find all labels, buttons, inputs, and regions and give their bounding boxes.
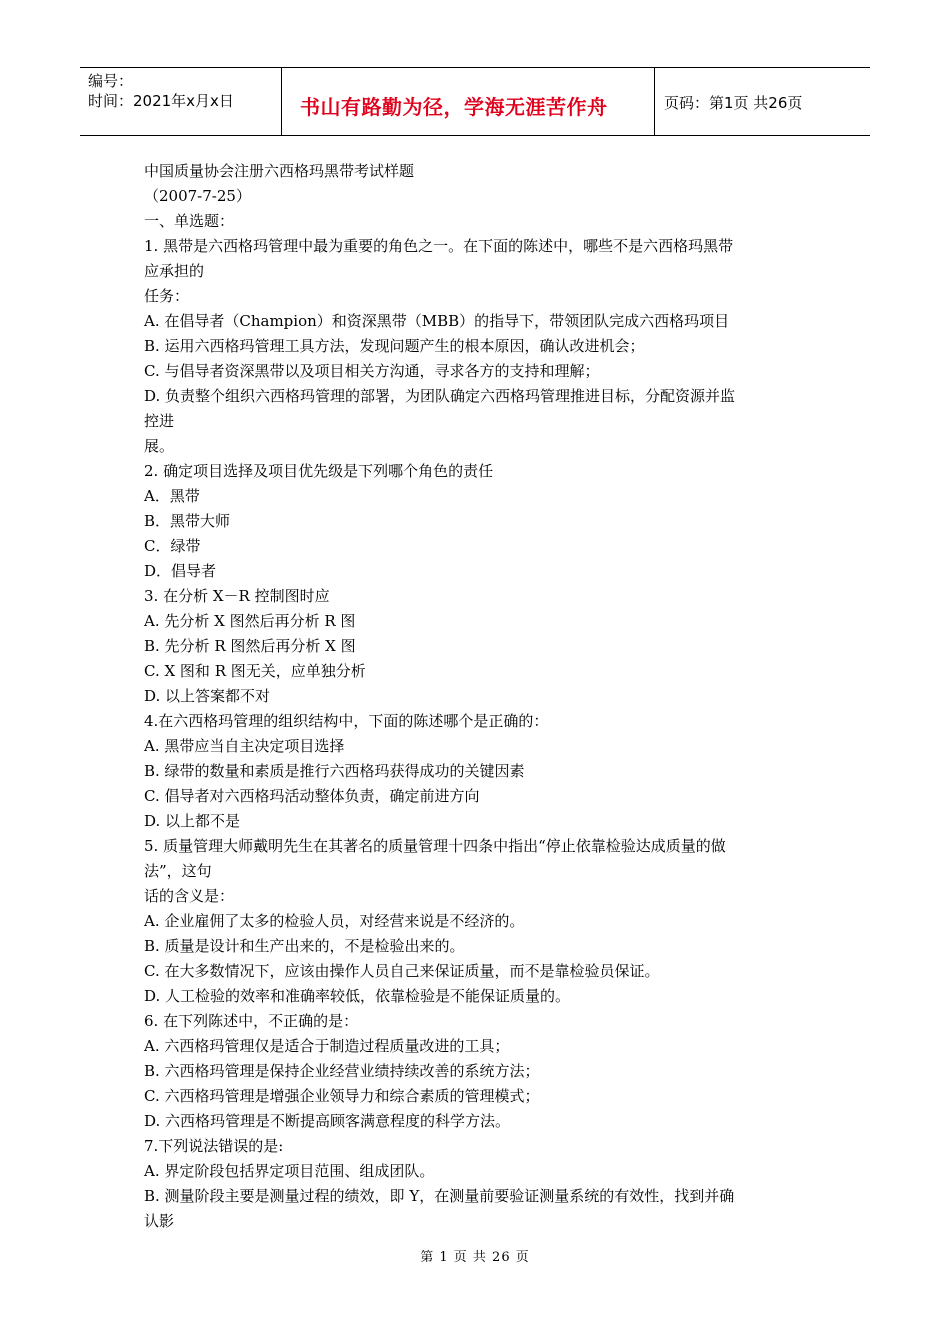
header-divider-left <box>281 67 282 135</box>
header-slogan: 书山有路勤为径，学海无涯苦作舟 <box>300 95 608 119</box>
document-body <box>144 159 814 1234</box>
text-line: B. 运用六西格玛管理工具方法，发现问题产生的根本原因，确认改进机会； <box>144 337 645 355</box>
text-line: D. 人工检验的效率和准确率较低，依靠检验是不能保证质量的。 <box>144 987 571 1005</box>
text-line: A. 六西格玛管理仅是适合于制造过程质量改进的工具； <box>144 1037 510 1055</box>
text-line: 7.下列说法错误的是: <box>144 1137 284 1155</box>
text-line: 1. 黑带是六西格玛管理中最为重要的角色之一。在下面的陈述中，哪些不是六西格玛黑带 <box>144 237 734 255</box>
text-line: C. 在大多数情况下，应该由操作人员自己来保证质量，而不是靠检验员保证。 <box>144 962 660 980</box>
text-line: （2007-7-25） <box>144 187 251 205</box>
text-line: D. 以上答案都不对 <box>144 687 271 705</box>
document-number-label: 编号： <box>88 72 134 90</box>
text-line: 5. 质量管理大师戴明先生在其著名的质量管理十四条中指出“停止依靠检验达成质量的做 <box>144 837 726 855</box>
header-divider-right <box>654 67 655 135</box>
text-line: A. 在倡导者（Champion）和资深黑带（MBB）的指导下，带领团队完成六西格玛项目 <box>144 312 730 330</box>
text-line: B. 六西格玛管理是保持企业经营业绩持续改善的系统方法； <box>144 1062 540 1080</box>
text-line: D. 负责整个组织六西格玛管理的部署，为团队确定六西格玛管理推进目标，分配资源并监 <box>144 387 736 405</box>
text-line: B. 测量阶段主要是测量过程的绩效，即 Y，在测量前要验证测量系统的有效性，找到并确 <box>144 1187 735 1205</box>
text-line: A．黑带 <box>144 487 200 505</box>
text-line: 认影 <box>144 1212 175 1230</box>
text-line: A. 企业雇佣了太多的检验人员，对经营来说是不经济的。 <box>144 912 525 930</box>
text-line: C．绿带 <box>144 537 201 555</box>
text-line: 3. 在分析 X－R 控制图时应 <box>144 587 330 605</box>
text-line: D. 六西格玛管理是不断提高顾客满意程度的科学方法。 <box>144 1112 511 1130</box>
text-line: A. 先分析 X 图然后再分析 R 图 <box>144 612 356 630</box>
text-line: D．倡导者 <box>144 562 217 580</box>
text-line: 6. 在下列陈述中，不正确的是： <box>144 1012 359 1030</box>
text-line: D. 以上都不是 <box>144 812 241 830</box>
text-line: C. 倡导者对六西格玛活动整体负责，确定前进方向 <box>144 787 480 805</box>
text-line: C. 与倡导者资深黑带以及项目相关方沟通，寻求各方的支持和理解； <box>144 362 600 380</box>
text-line: B. 绿带的数量和素质是推行六西格玛获得成功的关键因素 <box>144 762 525 780</box>
text-line: 中国质量协会注册六西格玛黑带考试样题 <box>144 162 415 180</box>
text-line: C. 六西格玛管理是增强企业领导力和综合素质的管理模式； <box>144 1087 540 1105</box>
header-meta <box>88 71 234 111</box>
text-line: C. X 图和 R 图无关，应单独分析 <box>144 662 366 680</box>
text-line: B. 质量是设计和生产出来的，不是检验出来的。 <box>144 937 465 955</box>
text-line: 2. 确定项目选择及项目优先级是下列哪个角色的责任 <box>144 462 494 480</box>
text-line: B. 先分析 R 图然后再分析 X 图 <box>144 637 356 655</box>
text-line: 话的含义是： <box>144 887 235 905</box>
header-top-border <box>80 67 870 68</box>
text-line: 应承担的 <box>144 262 205 280</box>
page-footer: 第 1 页 共 26 页 <box>420 1250 530 1265</box>
header-page-info: 页码：第1页 共26页 <box>664 94 803 112</box>
text-line: A. 黑带应当自主决定项目选择 <box>144 737 345 755</box>
text-line: 控进 <box>144 412 175 430</box>
text-line: 任务： <box>144 287 190 305</box>
text-line: 4.在六西格玛管理的组织结构中，下面的陈述哪个是正确的： <box>144 712 549 730</box>
text-line: 一、单选题： <box>144 212 235 230</box>
document-date-label: 时间：2021年x月x日 <box>88 92 234 110</box>
text-line: 法”，这句 <box>144 862 212 880</box>
header-bottom-border <box>80 135 870 136</box>
text-line: A. 界定阶段包括界定项目范围、组成团队。 <box>144 1162 435 1180</box>
text-line: B．黑带大师 <box>144 512 231 530</box>
text-line: 展。 <box>144 437 175 455</box>
